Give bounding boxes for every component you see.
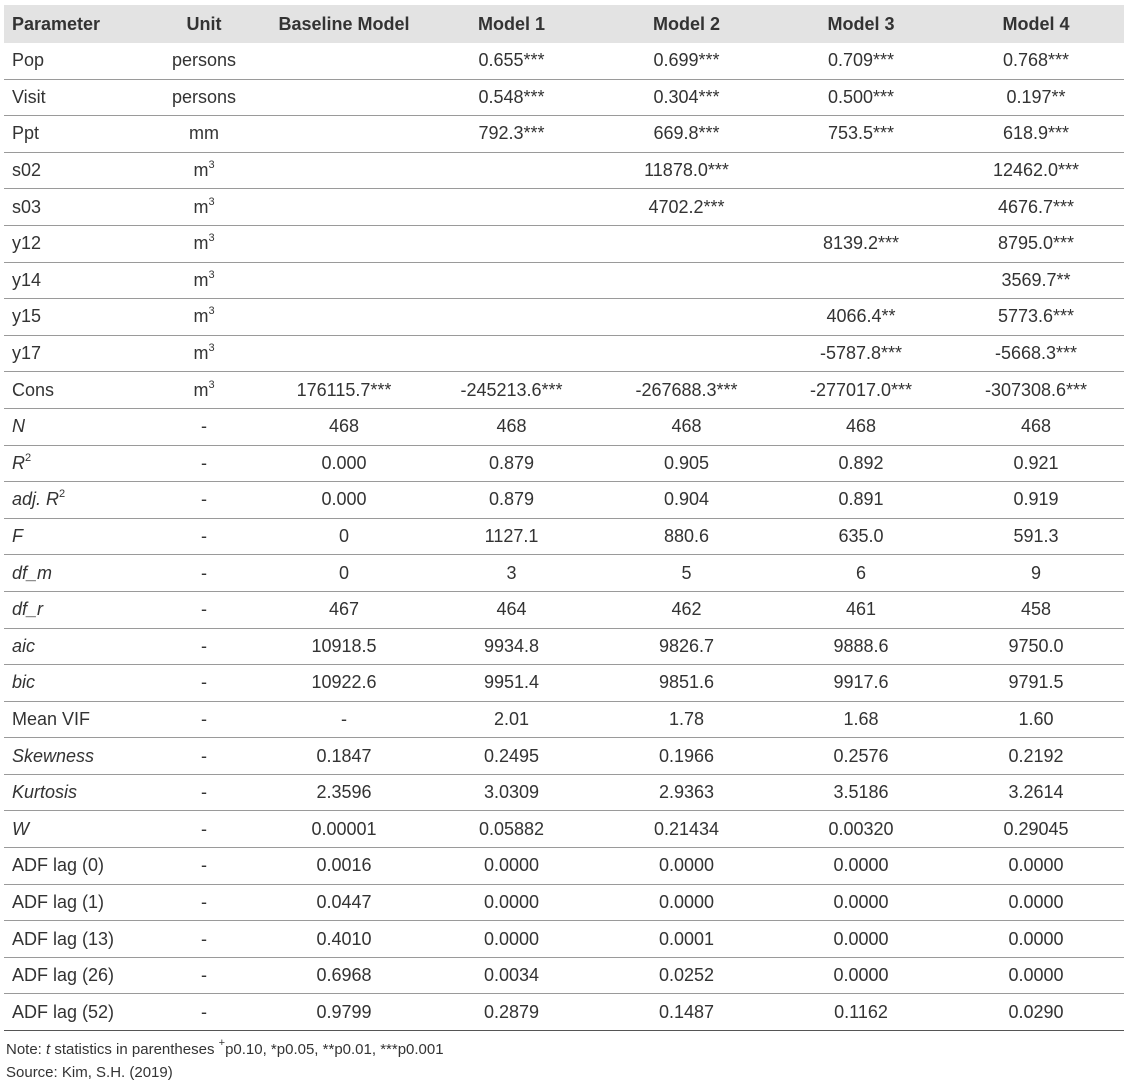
value-cell: 0.0000 xyxy=(948,957,1124,994)
source-note: Source: Kim, S.H. (2019) xyxy=(6,1064,173,1081)
value-cell xyxy=(264,152,424,189)
value-cell: 467 xyxy=(264,591,424,628)
unit-superscript: 3 xyxy=(208,195,215,208)
regression-table-container xyxy=(4,5,1124,1031)
table-row xyxy=(4,884,1124,921)
unit-cell xyxy=(144,848,264,885)
table-header-row xyxy=(4,5,1124,43)
parameter-name: Skewness xyxy=(12,745,95,766)
table-row xyxy=(4,482,1124,519)
value-cell: -5787.8*** xyxy=(774,335,948,372)
table-row xyxy=(4,738,1124,775)
unit-cell xyxy=(144,262,264,299)
value-cell xyxy=(424,225,599,262)
unit-superscript: 3 xyxy=(208,159,215,172)
value-cell: 0.921 xyxy=(948,445,1124,482)
value-cell: 4676.7*** xyxy=(948,189,1124,226)
value-cell: 0.0000 xyxy=(774,921,948,958)
value-cell: 468 xyxy=(599,408,774,445)
table-row xyxy=(4,189,1124,226)
unit-text: - xyxy=(201,891,207,912)
parameter-cell xyxy=(4,774,144,811)
value-cell: 0.1966 xyxy=(599,738,774,775)
value-cell: 0.0000 xyxy=(948,848,1124,885)
parameter-name: N xyxy=(12,416,25,437)
unit-text: persons xyxy=(171,86,237,107)
unit-cell xyxy=(144,591,264,628)
parameter-name: Visit xyxy=(12,86,46,107)
unit-text: - xyxy=(201,489,207,510)
unit-superscript: 3 xyxy=(208,342,215,355)
value-cell: 0 xyxy=(264,555,424,592)
value-cell: 468 xyxy=(424,408,599,445)
table-row xyxy=(4,628,1124,665)
unit-text: - xyxy=(201,599,207,620)
table-row xyxy=(4,79,1124,116)
unit-text: m xyxy=(193,233,209,254)
value-cell: 0.2879 xyxy=(424,994,599,1031)
unit-text: m xyxy=(193,160,209,181)
header-unit: Unit xyxy=(144,5,264,43)
table-row xyxy=(4,116,1124,153)
value-cell: 458 xyxy=(948,591,1124,628)
parameter-superscript: 2 xyxy=(25,451,32,464)
value-cell: 2.3596 xyxy=(264,774,424,811)
value-cell: 2.9363 xyxy=(599,774,774,811)
header-model-4: Model 4 xyxy=(948,5,1124,43)
unit-text: - xyxy=(201,452,207,473)
unit-cell xyxy=(144,921,264,958)
parameter-name: F xyxy=(12,526,23,547)
unit-text: - xyxy=(201,782,207,803)
value-cell: 0.2192 xyxy=(948,738,1124,775)
parameter-cell xyxy=(4,811,144,848)
unit-cell xyxy=(144,79,264,116)
value-cell xyxy=(774,189,948,226)
value-cell xyxy=(599,335,774,372)
table-row xyxy=(4,774,1124,811)
unit-cell xyxy=(144,665,264,702)
unit-text: m xyxy=(193,379,209,400)
value-cell: 0.891 xyxy=(774,482,948,519)
value-cell: -267688.3*** xyxy=(599,372,774,409)
parameter-name: W xyxy=(12,818,29,839)
unit-text: - xyxy=(201,818,207,839)
value-cell: 9951.4 xyxy=(424,665,599,702)
value-cell: 880.6 xyxy=(599,518,774,555)
value-cell: 3569.7** xyxy=(948,262,1124,299)
table-row xyxy=(4,262,1124,299)
value-cell: 3 xyxy=(424,555,599,592)
table-row xyxy=(4,299,1124,336)
value-cell xyxy=(264,335,424,372)
value-cell: 669.8*** xyxy=(599,116,774,153)
parameter-name: Mean VIF xyxy=(12,708,91,729)
parameter-cell xyxy=(4,518,144,555)
header-baseline-model: Baseline Model xyxy=(264,5,424,43)
value-cell xyxy=(599,299,774,336)
value-cell: 0.2576 xyxy=(774,738,948,775)
value-cell xyxy=(424,299,599,336)
value-cell: 0.0000 xyxy=(424,884,599,921)
parameter-name: Ppt xyxy=(12,123,40,144)
unit-cell xyxy=(144,738,264,775)
parameter-name: aic xyxy=(12,635,36,656)
value-cell: 0.879 xyxy=(424,482,599,519)
table-row xyxy=(4,372,1124,409)
parameter-name: bic xyxy=(12,672,36,693)
unit-cell xyxy=(144,811,264,848)
unit-cell xyxy=(144,116,264,153)
value-cell: 2.01 xyxy=(424,701,599,738)
value-cell xyxy=(264,299,424,336)
value-cell: 635.0 xyxy=(774,518,948,555)
value-cell: 3.0309 xyxy=(424,774,599,811)
parameter-name: y17 xyxy=(12,343,42,364)
value-cell: 0.0000 xyxy=(599,848,774,885)
note-t-symbol: t xyxy=(46,1041,51,1058)
value-cell: 0.4010 xyxy=(264,921,424,958)
value-cell: 9826.7 xyxy=(599,628,774,665)
unit-text: - xyxy=(201,708,207,729)
unit-cell xyxy=(144,189,264,226)
value-cell: 0.0001 xyxy=(599,921,774,958)
parameter-name: R xyxy=(12,452,25,473)
value-cell: 0 xyxy=(264,518,424,555)
value-cell: 0.1847 xyxy=(264,738,424,775)
value-cell: 461 xyxy=(774,591,948,628)
significance-note xyxy=(6,1038,444,1061)
parameter-name: Kurtosis xyxy=(12,782,78,803)
parameter-cell xyxy=(4,408,144,445)
value-cell: 9851.6 xyxy=(599,665,774,702)
value-cell: 9750.0 xyxy=(948,628,1124,665)
value-cell: 0.21434 xyxy=(599,811,774,848)
value-cell: 0.0000 xyxy=(774,884,948,921)
parameter-name: ADF lag (13) xyxy=(12,928,115,949)
unit-text: m xyxy=(193,196,209,217)
parameter-cell xyxy=(4,555,144,592)
note-text: statistics in parentheses xyxy=(50,1041,219,1058)
parameter-name: ADF lag (0) xyxy=(12,855,105,876)
value-cell: 3.2614 xyxy=(948,774,1124,811)
unit-text: - xyxy=(201,855,207,876)
regression-results-table xyxy=(4,5,1124,1031)
parameter-cell xyxy=(4,79,144,116)
unit-cell xyxy=(144,994,264,1031)
unit-cell xyxy=(144,335,264,372)
value-cell: 1.78 xyxy=(599,701,774,738)
value-cell xyxy=(264,225,424,262)
value-cell: 0.1487 xyxy=(599,994,774,1031)
unit-text: m xyxy=(193,306,209,327)
parameter-cell xyxy=(4,482,144,519)
parameter-name: ADF lag (1) xyxy=(12,891,105,912)
parameter-name: y14 xyxy=(12,269,42,290)
value-cell: 0.904 xyxy=(599,482,774,519)
parameter-cell xyxy=(4,738,144,775)
value-cell: 1127.1 xyxy=(424,518,599,555)
note-plus-symbol: + xyxy=(218,1037,226,1049)
unit-superscript: 3 xyxy=(208,268,215,281)
value-cell: 10922.6 xyxy=(264,665,424,702)
value-cell xyxy=(424,189,599,226)
table-notes xyxy=(6,1038,444,1084)
unit-cell xyxy=(144,957,264,994)
value-cell: 0.2495 xyxy=(424,738,599,775)
parameter-cell xyxy=(4,262,144,299)
parameter-cell xyxy=(4,189,144,226)
table-row xyxy=(4,665,1124,702)
table-row xyxy=(4,957,1124,994)
table-row xyxy=(4,43,1124,79)
value-cell: 0.0000 xyxy=(948,884,1124,921)
parameter-cell xyxy=(4,225,144,262)
value-cell: 0.0016 xyxy=(264,848,424,885)
parameter-name: s03 xyxy=(12,196,42,217)
value-cell: 9917.6 xyxy=(774,665,948,702)
unit-cell xyxy=(144,482,264,519)
value-cell: 0.9799 xyxy=(264,994,424,1031)
unit-cell xyxy=(144,555,264,592)
value-cell: 0.00001 xyxy=(264,811,424,848)
parameter-name: ADF lag (52) xyxy=(12,1001,115,1022)
value-cell: 0.709*** xyxy=(774,43,948,79)
parameter-name: Cons xyxy=(12,379,55,400)
value-cell xyxy=(599,262,774,299)
table-row xyxy=(4,555,1124,592)
parameter-name: Pop xyxy=(12,50,45,71)
value-cell: 468 xyxy=(948,408,1124,445)
value-cell: 9 xyxy=(948,555,1124,592)
value-cell: 0.0000 xyxy=(424,848,599,885)
unit-superscript: 3 xyxy=(208,305,215,318)
value-cell: 591.3 xyxy=(948,518,1124,555)
unit-superscript: 3 xyxy=(208,378,215,391)
unit-text: - xyxy=(201,928,207,949)
unit-text: - xyxy=(201,965,207,986)
value-cell: 5773.6*** xyxy=(948,299,1124,336)
value-cell: 6 xyxy=(774,555,948,592)
value-cell xyxy=(424,262,599,299)
parameter-name: adj. R xyxy=(12,489,60,510)
parameter-cell xyxy=(4,994,144,1031)
value-cell xyxy=(424,335,599,372)
unit-text: mm xyxy=(189,123,219,144)
value-cell xyxy=(264,79,424,116)
header-model-3: Model 3 xyxy=(774,5,948,43)
value-cell xyxy=(774,262,948,299)
value-cell: 3.5186 xyxy=(774,774,948,811)
value-cell: 0.0034 xyxy=(424,957,599,994)
value-cell: 9791.5 xyxy=(948,665,1124,702)
unit-superscript: 3 xyxy=(208,232,215,245)
value-cell: 0.29045 xyxy=(948,811,1124,848)
unit-text: m xyxy=(193,343,209,364)
value-cell: 0.000 xyxy=(264,445,424,482)
value-cell: 0.0000 xyxy=(424,921,599,958)
value-cell: 0.548*** xyxy=(424,79,599,116)
unit-cell xyxy=(144,701,264,738)
unit-text: - xyxy=(201,562,207,583)
unit-text: - xyxy=(201,672,207,693)
value-cell: 0.0252 xyxy=(599,957,774,994)
table-row xyxy=(4,445,1124,482)
value-cell: 792.3*** xyxy=(424,116,599,153)
unit-cell xyxy=(144,43,264,79)
parameter-cell xyxy=(4,957,144,994)
value-cell: -277017.0*** xyxy=(774,372,948,409)
value-cell: 9934.8 xyxy=(424,628,599,665)
value-cell: 0.892 xyxy=(774,445,948,482)
table-row xyxy=(4,335,1124,372)
parameter-superscript: 2 xyxy=(59,488,66,501)
value-cell: 753.5*** xyxy=(774,116,948,153)
unit-text: m xyxy=(193,269,209,290)
value-cell: -5668.3*** xyxy=(948,335,1124,372)
parameter-cell xyxy=(4,848,144,885)
value-cell: 1.60 xyxy=(948,701,1124,738)
unit-cell xyxy=(144,884,264,921)
value-cell: 0.0000 xyxy=(948,921,1124,958)
value-cell: 10918.5 xyxy=(264,628,424,665)
table-row xyxy=(4,408,1124,445)
parameter-name: df_r xyxy=(12,599,44,620)
value-cell: - xyxy=(264,701,424,738)
unit-text: - xyxy=(201,416,207,437)
note-prefix: Note: xyxy=(6,1041,47,1058)
parameter-cell xyxy=(4,921,144,958)
parameter-cell xyxy=(4,591,144,628)
table-row xyxy=(4,591,1124,628)
value-cell: 618.9*** xyxy=(948,116,1124,153)
header-parameter: Parameter xyxy=(4,5,144,43)
value-cell: 468 xyxy=(264,408,424,445)
table-body xyxy=(4,43,1124,1031)
value-cell: 0.0000 xyxy=(599,884,774,921)
parameter-name: s02 xyxy=(12,160,42,181)
parameter-name: y15 xyxy=(12,306,42,327)
parameter-cell xyxy=(4,628,144,665)
parameter-cell xyxy=(4,701,144,738)
value-cell: 0.879 xyxy=(424,445,599,482)
unit-cell xyxy=(144,774,264,811)
unit-cell xyxy=(144,445,264,482)
value-cell: 5 xyxy=(599,555,774,592)
value-cell: 0.00320 xyxy=(774,811,948,848)
header-model-2: Model 2 xyxy=(599,5,774,43)
value-cell: 9888.6 xyxy=(774,628,948,665)
value-cell: 0.500*** xyxy=(774,79,948,116)
parameter-cell xyxy=(4,884,144,921)
value-cell: 4702.2*** xyxy=(599,189,774,226)
table-row xyxy=(4,518,1124,555)
parameter-cell xyxy=(4,372,144,409)
unit-text: - xyxy=(201,526,207,547)
value-cell: -245213.6*** xyxy=(424,372,599,409)
table-row xyxy=(4,701,1124,738)
parameter-name: ADF lag (26) xyxy=(12,965,115,986)
value-cell: 0.304*** xyxy=(599,79,774,116)
value-cell: 0.919 xyxy=(948,482,1124,519)
unit-text: - xyxy=(201,1001,207,1022)
value-cell: 0.0290 xyxy=(948,994,1124,1031)
value-cell xyxy=(264,116,424,153)
table-row xyxy=(4,225,1124,262)
unit-text: persons xyxy=(171,50,237,71)
unit-cell xyxy=(144,518,264,555)
value-cell: 468 xyxy=(774,408,948,445)
parameter-cell xyxy=(4,335,144,372)
value-cell xyxy=(264,189,424,226)
value-cell: 462 xyxy=(599,591,774,628)
table-row xyxy=(4,994,1124,1031)
value-cell xyxy=(599,225,774,262)
parameter-cell xyxy=(4,665,144,702)
parameter-cell xyxy=(4,445,144,482)
value-cell: 0.0447 xyxy=(264,884,424,921)
unit-cell xyxy=(144,299,264,336)
value-cell: 1.68 xyxy=(774,701,948,738)
unit-cell xyxy=(144,225,264,262)
parameter-cell xyxy=(4,299,144,336)
parameter-cell xyxy=(4,43,144,79)
value-cell xyxy=(264,43,424,79)
value-cell xyxy=(424,152,599,189)
value-cell: 4066.4** xyxy=(774,299,948,336)
table-row xyxy=(4,921,1124,958)
parameter-name: y12 xyxy=(12,233,42,254)
parameter-cell xyxy=(4,116,144,153)
value-cell: 0.1162 xyxy=(774,994,948,1031)
value-cell: 0.197** xyxy=(948,79,1124,116)
value-cell: 11878.0*** xyxy=(599,152,774,189)
value-cell xyxy=(264,262,424,299)
parameter-cell xyxy=(4,152,144,189)
unit-cell xyxy=(144,372,264,409)
value-cell: 8795.0*** xyxy=(948,225,1124,262)
table-row xyxy=(4,152,1124,189)
value-cell: 8139.2*** xyxy=(774,225,948,262)
parameter-name: df_m xyxy=(12,562,53,583)
unit-cell xyxy=(144,152,264,189)
value-cell: 464 xyxy=(424,591,599,628)
value-cell: 0.0000 xyxy=(774,957,948,994)
value-cell: 0.655*** xyxy=(424,43,599,79)
unit-text: - xyxy=(201,635,207,656)
table-row xyxy=(4,811,1124,848)
value-cell: 0.05882 xyxy=(424,811,599,848)
value-cell: 0.768*** xyxy=(948,43,1124,79)
unit-cell xyxy=(144,628,264,665)
value-cell xyxy=(774,152,948,189)
table-row xyxy=(4,848,1124,885)
value-cell: 176115.7*** xyxy=(264,372,424,409)
value-cell: -307308.6*** xyxy=(948,372,1124,409)
header-model-1: Model 1 xyxy=(424,5,599,43)
value-cell: 0.0000 xyxy=(774,848,948,885)
note-significance-levels: p0.10, *p0.05, **p0.01, ***p0.001 xyxy=(225,1041,444,1058)
value-cell: 0.699*** xyxy=(599,43,774,79)
value-cell: 12462.0*** xyxy=(948,152,1124,189)
unit-text: - xyxy=(201,745,207,766)
value-cell: 0.6968 xyxy=(264,957,424,994)
value-cell: 0.905 xyxy=(599,445,774,482)
value-cell: 0.000 xyxy=(264,482,424,519)
unit-cell xyxy=(144,408,264,445)
